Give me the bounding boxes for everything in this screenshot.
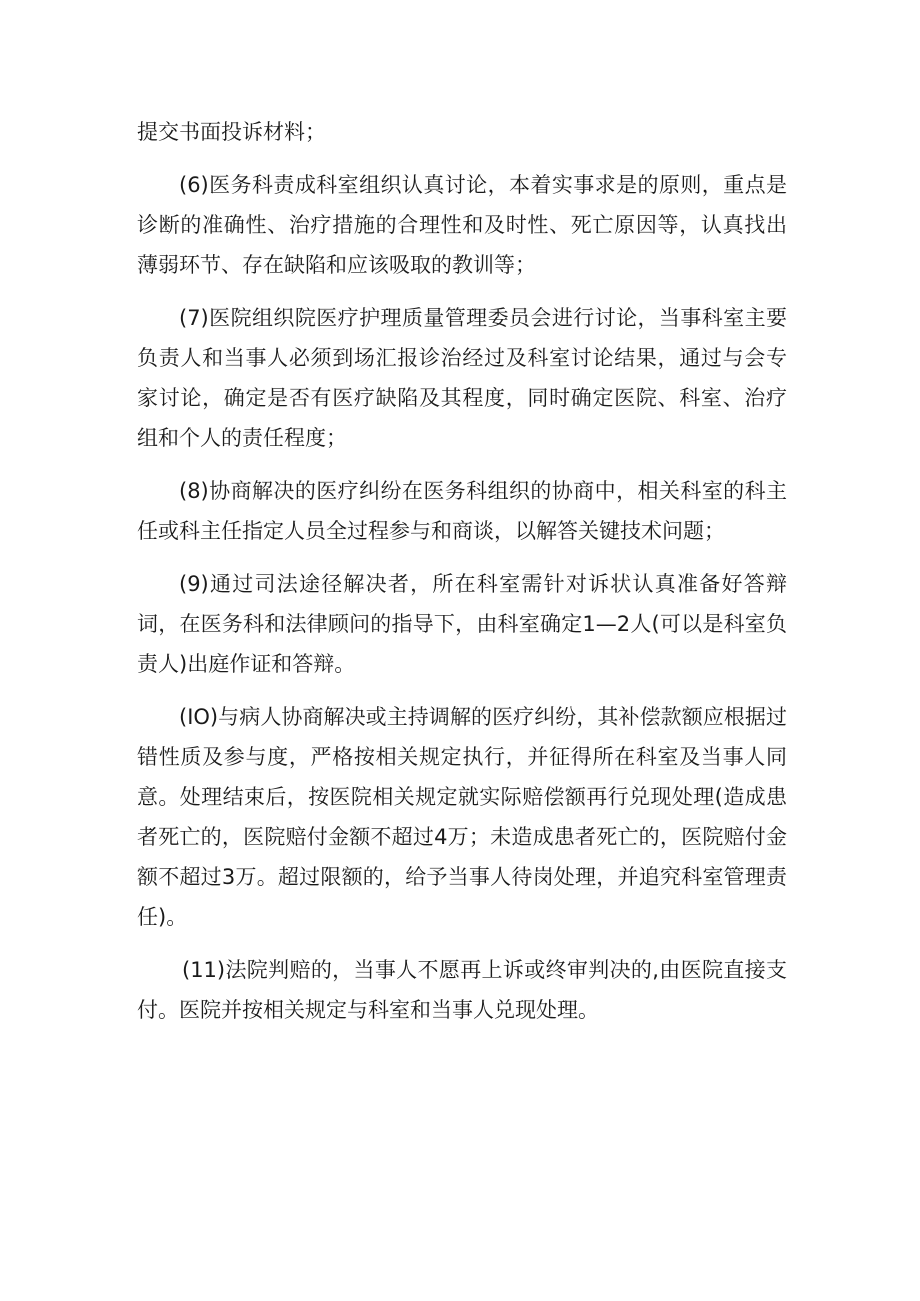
paragraph-item-7: (7)医院组织院医疗护理质量管理委员会进行讨论，当事科室主要负责人和当事人必须到场汇报诊治经过及科室讨论结果，通过与会专家讨论，确定是否有医疗缺陷及其程度，同时确定医院、科室、治疗组和个人的责任程度；	[137, 306, 787, 450]
paragraph-item-10: (IO)与病人协商解决或主持调解的医疗纠纷，其补偿款额应根据过错性质及参与度，严格按相关规定执行，并征得所在科室及当事人同意。处理结束后，按医院相关规定就实际赔偿额再行兑现处理(造成患者死亡的，医院赔付金额不超过4万；未造成患者死亡的，医院赔付金额不超过3万。超过限额的，给予当事人待岗处理，并追究科室管理责任)。	[137, 705, 787, 929]
paragraph-item-6: (6)医务科责成科室组织认真讨论，本着实事求是的原则，重点是诊断的准确性、治疗措施的合理性和及时性、死亡原因等，认真找出薄弱环节、存在缺陷和应该吸取的教训等；	[137, 173, 787, 277]
document-body	[137, 112, 787, 1043]
paragraph-item-11: (11)法院判赔的，当事人不愿再上诉或终审判决的,由医院直接支付。医院并按相关规定与科室和当事人兑现处理。	[137, 958, 787, 1022]
paragraph-item-8: (8)协商解决的医疗纠纷在医务科组织的协商中，相关科室的科主任或科主任指定人员全过程参与和商谈，以解答关键技术问题；	[137, 479, 787, 543]
paragraph-continuation: 提交书面投诉材料；	[137, 120, 326, 144]
paragraph-item-9: (9)通过司法途径解决者，所在科室需针对诉状认真准备好答辩词，在医务科和法律顾问的指导下，由科室确定1—2人(可以是科室负责人)出庭作证和答辩。	[137, 572, 787, 676]
